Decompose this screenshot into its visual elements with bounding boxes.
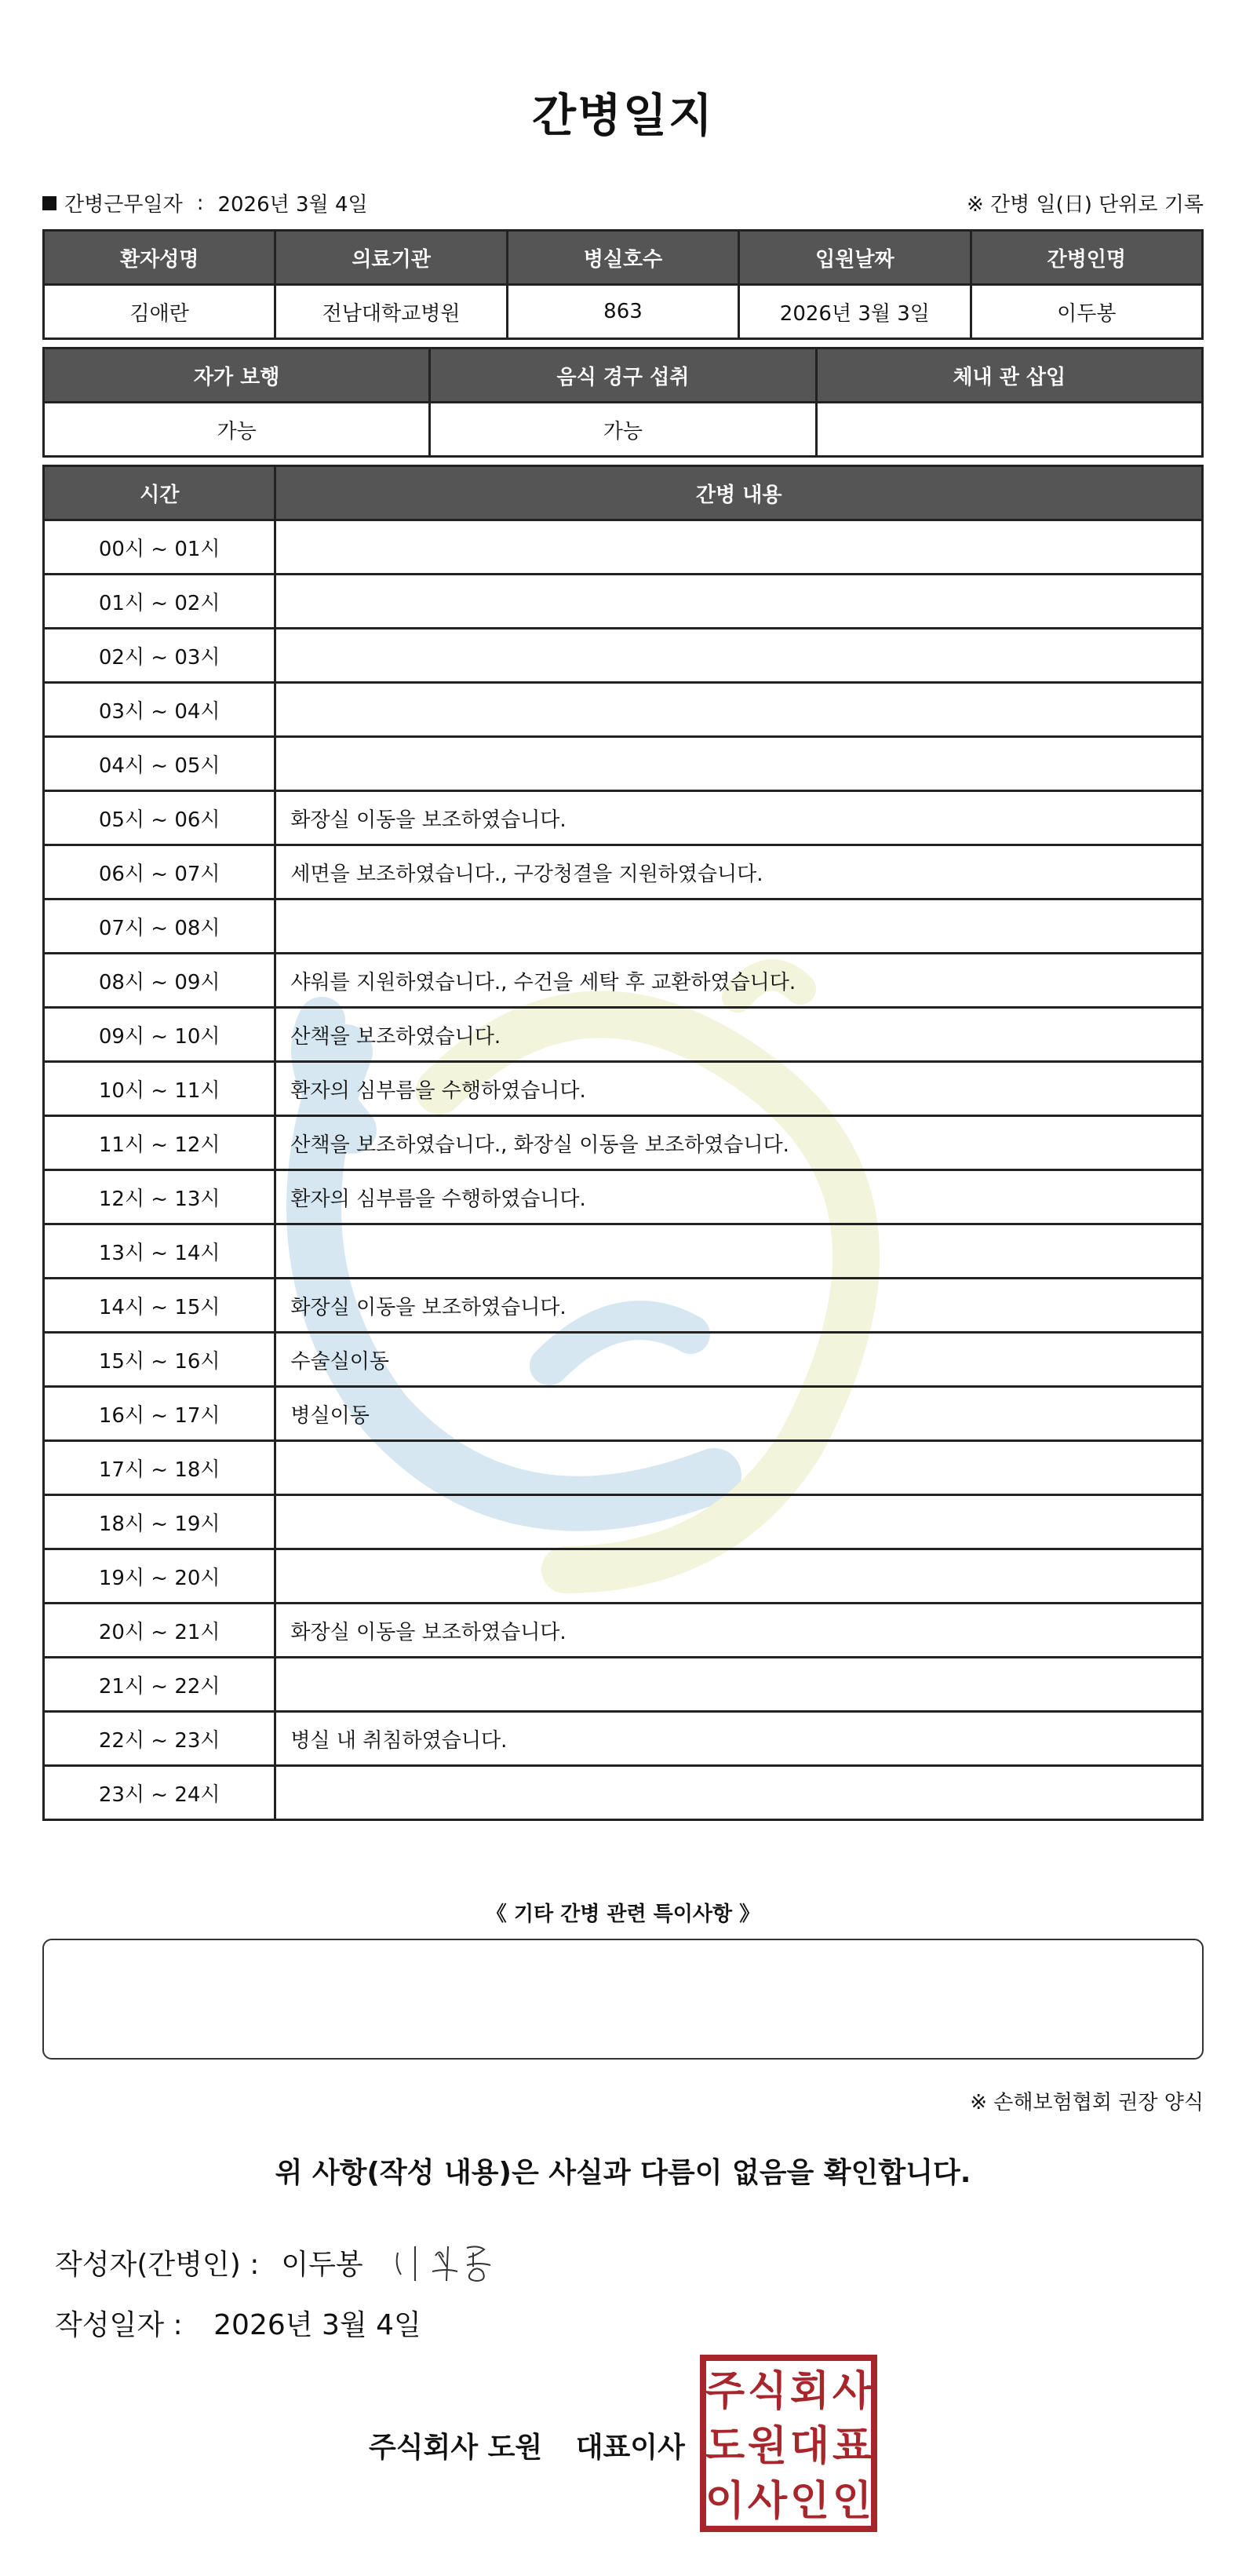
- patient-name: 김애란: [44, 285, 275, 339]
- table-row: [44, 520, 1203, 575]
- time-slot: 01시 ~ 02시: [44, 575, 275, 629]
- care-content: 산책을 보조하였습니다., 화장실 이동을 보조하였습니다.: [275, 1116, 1203, 1170]
- caregiver-name: 이두봉: [971, 285, 1202, 339]
- time-slot: 19시 ~ 20시: [44, 1549, 275, 1604]
- written-date-row: [55, 2303, 421, 2343]
- table-row: [44, 1224, 1203, 1279]
- time-slot: 10시 ~ 11시: [44, 1062, 275, 1116]
- work-date: [42, 188, 368, 217]
- room-number: 863: [507, 285, 738, 339]
- table-row: [44, 899, 1203, 954]
- care-content: [275, 1495, 1203, 1549]
- care-content: 수술실이동: [275, 1333, 1203, 1387]
- seal-character: 회: [789, 2368, 830, 2415]
- care-content: [275, 1549, 1203, 1604]
- company-line: [369, 2425, 685, 2465]
- care-content: [275, 899, 1203, 954]
- header-tube-insertion: 체내 관 삽입: [816, 348, 1202, 403]
- table-row: [44, 1333, 1203, 1387]
- table-row: [44, 1658, 1203, 1712]
- special-notes-box: [42, 1939, 1204, 2060]
- patient-ability-table: [42, 347, 1204, 458]
- header-self-walking: 자가 보행: [44, 348, 430, 403]
- care-content: [275, 520, 1203, 575]
- writer-label: 작성자(간병인) :: [55, 2248, 260, 2281]
- table-row: [44, 845, 1203, 899]
- seal-character: 이: [705, 2478, 745, 2525]
- square-bullet-icon: [42, 196, 56, 210]
- table-row: [44, 1279, 1203, 1333]
- care-content: 화장실 이동을 보조하였습니다.: [275, 791, 1203, 845]
- table-row: [44, 1062, 1203, 1116]
- table-row: [44, 575, 1203, 629]
- handwritten-signature-icon: [392, 2238, 509, 2286]
- time-slot: 09시 ~ 10시: [44, 1008, 275, 1062]
- work-date-value: 2026년 3월 4일: [217, 193, 368, 217]
- document-title: 간병일지: [531, 89, 715, 142]
- table-row: [44, 1116, 1203, 1170]
- table-row: [44, 954, 1203, 1008]
- care-content: [275, 1224, 1203, 1279]
- care-content: [275, 575, 1203, 629]
- header-caregiver-name: 간병인명: [971, 231, 1202, 285]
- seal-character: 원: [747, 2423, 788, 2470]
- care-content: [275, 629, 1203, 683]
- care-content: 세면을 보조하였습니다., 구강청결을 지원하였습니다.: [275, 845, 1203, 899]
- care-content: 산책을 보조하였습니다.: [275, 1008, 1203, 1062]
- care-content: 병실 내 취침하였습니다.: [275, 1712, 1203, 1766]
- company-name: 주식회사 도원: [369, 2432, 543, 2464]
- patient-info-table: [42, 229, 1204, 340]
- care-content: 환자의 심부름을 수행하였습니다.: [275, 1170, 1203, 1224]
- admission-date: 2026년 3월 3일: [739, 285, 971, 339]
- care-content: 환자의 심부름을 수행하였습니다.: [275, 1062, 1203, 1116]
- writer-row: [55, 2238, 509, 2286]
- table-row: [44, 1549, 1203, 1604]
- time-slot: 20시 ~ 21시: [44, 1604, 275, 1658]
- time-slot: 11시 ~ 12시: [44, 1116, 275, 1170]
- header-care-content: 간병 내용: [275, 466, 1203, 520]
- header-patient-name: 환자성명: [44, 231, 275, 285]
- self-walking-value: 가능: [44, 403, 430, 457]
- time-slot: 03시 ~ 04시: [44, 683, 275, 737]
- header-hospital: 의료기관: [275, 231, 507, 285]
- work-date-separator: :: [196, 191, 204, 215]
- work-date-label: 간병근무일자: [64, 193, 183, 217]
- table-row: [44, 1604, 1203, 1658]
- table-row: [44, 1766, 1203, 1820]
- header-room-number: 병실호수: [507, 231, 738, 285]
- time-slot: 06시 ~ 07시: [44, 845, 275, 899]
- time-slot: 14시 ~ 15시: [44, 1279, 275, 1333]
- unit-note: ※ 간병 일(日) 단위로 기록: [966, 193, 1204, 217]
- table-row: [44, 629, 1203, 683]
- seal-character: 사: [832, 2368, 873, 2415]
- oral-intake-value: 가능: [430, 403, 816, 457]
- care-content: 화장실 이동을 보조하였습니다.: [275, 1604, 1203, 1658]
- table-row: [44, 1495, 1203, 1549]
- header-oral-intake: 음식 경구 섭취: [430, 348, 816, 403]
- table-row: [44, 1008, 1203, 1062]
- care-content: [275, 737, 1203, 791]
- time-slot: 05시 ~ 06시: [44, 791, 275, 845]
- confirmation-statement: 위 사항(작성 내용)은 사실과 다름이 없음을 확인합니다.: [275, 2157, 971, 2189]
- seal-character: 주: [705, 2368, 745, 2415]
- care-content: 화장실 이동을 보조하였습니다.: [275, 1279, 1203, 1333]
- header-admission-date: 입원날짜: [739, 231, 971, 285]
- header-time: 시간: [44, 466, 275, 520]
- company-seal-icon: [700, 2355, 877, 2532]
- time-slot: 21시 ~ 22시: [44, 1658, 275, 1712]
- table-row: [44, 1387, 1203, 1441]
- hourly-care-log-table: [42, 465, 1204, 1821]
- time-slot: 00시 ~ 01시: [44, 520, 275, 575]
- table-row: [44, 1170, 1203, 1224]
- log-body: [44, 520, 1203, 1820]
- time-slot: 07시 ~ 08시: [44, 899, 275, 954]
- table-row: [44, 1712, 1203, 1766]
- time-slot: 08시 ~ 09시: [44, 954, 275, 1008]
- writer-name: 이두봉: [281, 2248, 363, 2281]
- care-content: [275, 1766, 1203, 1820]
- time-slot: 15시 ~ 16시: [44, 1333, 275, 1387]
- seal-character: 대: [789, 2423, 830, 2470]
- time-slot: 17시 ~ 18시: [44, 1441, 275, 1495]
- care-content: [275, 683, 1203, 737]
- time-slot: 18시 ~ 19시: [44, 1495, 275, 1549]
- care-content: 샤워를 지원하였습니다., 수건을 세탁 후 교환하였습니다.: [275, 954, 1203, 1008]
- recommend-note: ※ 손해보험협회 권장 양식: [970, 2091, 1204, 2114]
- care-content: 병실이동: [275, 1387, 1203, 1441]
- time-slot: 12시 ~ 13시: [44, 1170, 275, 1224]
- seal-character: 식: [747, 2368, 788, 2415]
- care-content: [275, 1441, 1203, 1495]
- time-slot: 16시 ~ 17시: [44, 1387, 275, 1441]
- time-slot: 13시 ~ 14시: [44, 1224, 275, 1279]
- seal-character: 사: [747, 2478, 788, 2525]
- seal-character: 표: [832, 2423, 873, 2470]
- table-row: [44, 791, 1203, 845]
- special-notes-title: 《 기타 간병 관련 특이사항 》: [486, 1903, 760, 1926]
- time-slot: 22시 ~ 23시: [44, 1712, 275, 1766]
- time-slot: 04시 ~ 05시: [44, 737, 275, 791]
- time-slot: 02시 ~ 03시: [44, 629, 275, 683]
- table-row: [44, 1441, 1203, 1495]
- seal-character: 인: [789, 2478, 830, 2525]
- table-row: [44, 683, 1203, 737]
- care-content: [275, 1658, 1203, 1712]
- table-row: [44, 737, 1203, 791]
- written-date-value: 2026년 3월 4일: [213, 2309, 421, 2341]
- meta-row: [42, 188, 1204, 220]
- hospital-name: 전남대학교병원: [275, 285, 507, 339]
- seal-character: 인: [832, 2478, 873, 2525]
- seal-character: 도: [705, 2423, 745, 2470]
- tube-insertion-value: [816, 403, 1202, 457]
- written-date-label: 작성일자 :: [55, 2309, 183, 2341]
- time-slot: 23시 ~ 24시: [44, 1766, 275, 1820]
- representative-title: 대표이사: [575, 2432, 685, 2464]
